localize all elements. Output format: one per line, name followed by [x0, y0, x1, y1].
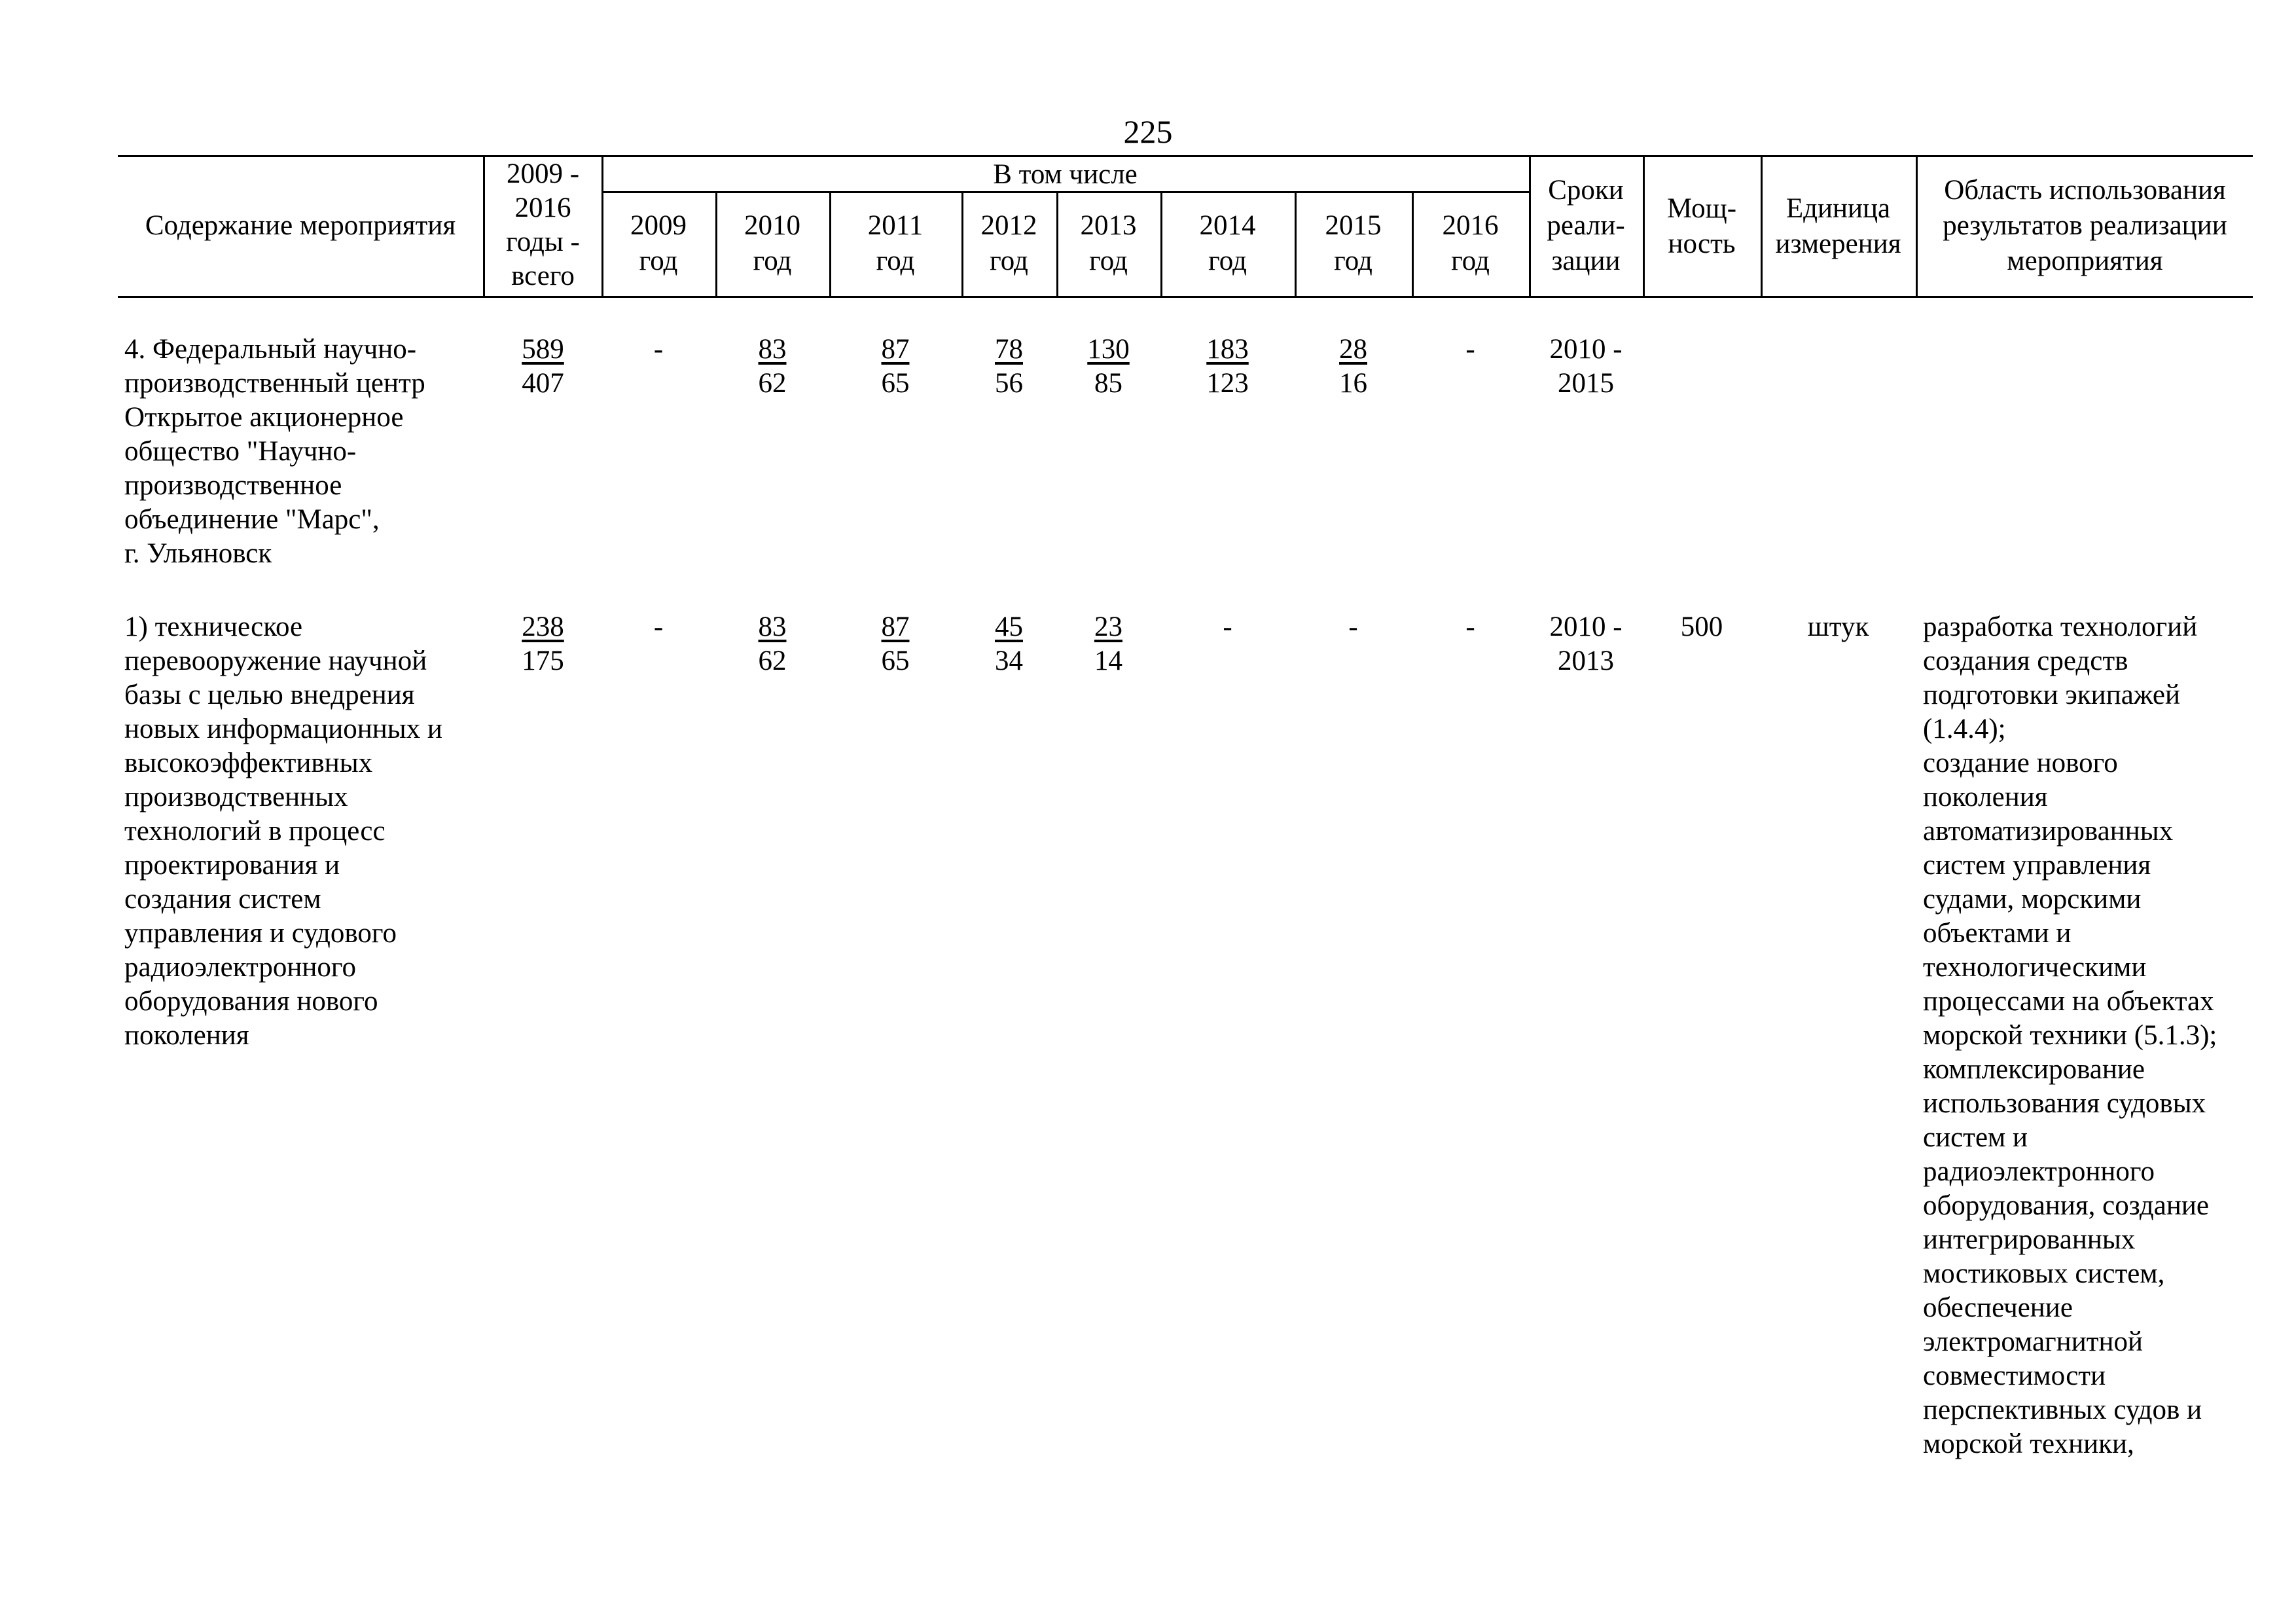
header-year-value: 2010 [744, 210, 800, 241]
header-year-word: год [753, 246, 792, 276]
row-year-2014 [1160, 333, 1295, 401]
row-total [484, 610, 601, 678]
row-capacity: 500 [1680, 611, 1723, 642]
header-area [1917, 173, 2253, 279]
row-year-line: - [1223, 611, 1232, 642]
header-year-word: год [876, 246, 915, 276]
header-capacity [1643, 191, 1761, 262]
row-year-line: 85 [1094, 368, 1122, 399]
row-year-line: 65 [881, 368, 910, 399]
header-year-2011 [829, 208, 961, 279]
header-bottom-rule [118, 296, 2253, 298]
row-year-2012 [961, 610, 1056, 678]
row-year-2014 [1160, 610, 1295, 644]
header-year-value: 2016 [1442, 210, 1499, 241]
header-area-line: результатов реализации [1943, 210, 2227, 241]
header-year-2013 [1056, 208, 1160, 279]
header-total [484, 157, 601, 293]
row-year-line: 56 [995, 368, 1023, 399]
row-year-2016 [1412, 610, 1529, 644]
header-terms-line: реали- [1547, 210, 1625, 241]
row-terms: 2010 - 2013 [1549, 611, 1623, 676]
header-total-line: 2016 [514, 192, 571, 223]
row-year-2015 [1295, 610, 1412, 644]
row-year-line: 83 [758, 334, 787, 365]
row-total-line: 407 [522, 368, 564, 399]
row-year-2013 [1056, 333, 1160, 401]
row-year-2016 [1412, 333, 1529, 367]
row-year-line: 14 [1094, 646, 1122, 676]
row-area: разработка технологий создания средств подготовки экипажей (1.4.4); создание нового поколения автоматизированных систем управления судами, морскими объектами и технологическими процессами на объектах морской техники (5.1.3); комплексирование использования судовых систем и радиоэлектронного оборудования, создание интегрированных мостиковых систем, обеспечение электромагнитной совместимости перспективных судов и морской техники, [1923, 611, 2217, 1459]
row-year-2012 [961, 333, 1056, 401]
header-year-word: год [1089, 246, 1128, 276]
row-year-line: 23 [1094, 611, 1122, 642]
header-year-word: год [1451, 246, 1490, 276]
row-year-line: 83 [758, 611, 787, 642]
row-year-2009 [601, 333, 715, 367]
header-unit-line: измерения [1775, 228, 1901, 259]
row-year-line: - [1465, 611, 1475, 642]
row-year-line: 87 [881, 611, 910, 642]
row-year-line: 183 [1206, 334, 1249, 365]
header-year-2015 [1295, 208, 1412, 279]
row-content: 4. Федеральный научно- производственный центр Открытое акционерное общество "Научно- производственное объединение "Марс", г. Ульяновск [124, 334, 425, 569]
row-year-line: - [1348, 611, 1358, 642]
header-year-2016 [1412, 208, 1529, 279]
row-year-line: 16 [1339, 368, 1367, 399]
header-year-value: 2011 [867, 210, 924, 241]
row-year-line: 62 [758, 646, 787, 676]
header-total-line: всего [511, 261, 575, 291]
row-year-2009 [601, 610, 715, 644]
row-year-2011 [829, 610, 961, 678]
row-unit: штук [1807, 611, 1869, 642]
header-year-word: год [1208, 246, 1247, 276]
header-capacity-line: ность [1668, 228, 1736, 259]
header-unit-line: Единица [1785, 193, 1891, 224]
header-year-value: 2012 [980, 210, 1037, 241]
row-year-2013 [1056, 610, 1160, 678]
header-terms-line: Сроки [1548, 175, 1624, 206]
header-year-2009 [601, 208, 715, 279]
header-terms-line: зации [1551, 246, 1621, 276]
row-year-line: 87 [881, 334, 910, 365]
row-year-line: - [1465, 334, 1475, 365]
header-year-2014 [1160, 208, 1295, 279]
row-year-line: 123 [1206, 368, 1249, 399]
header-year-2010 [715, 208, 829, 279]
row-year-2010 [715, 333, 829, 401]
header-unit [1761, 191, 1916, 262]
row-year-line: 78 [995, 334, 1023, 365]
row-total [484, 333, 601, 401]
header-year-word: год [639, 246, 678, 276]
header-year-word: год [990, 246, 1028, 276]
header-year-value: 2014 [1199, 210, 1256, 241]
page-number: 225 [1123, 113, 1173, 150]
row-year-line: 34 [995, 646, 1023, 676]
row-year-line: 45 [995, 611, 1023, 642]
row-year-line: 130 [1087, 334, 1130, 365]
header-year-value: 2015 [1325, 210, 1382, 241]
row-year-2011 [829, 333, 961, 401]
row-year-line: 62 [758, 368, 787, 399]
row-year-line: - [653, 611, 664, 642]
row-content: 1) техническое перевооружение научной базы с целью внедрения новых информационных и высокоэффективных производственных технологий в процесс проектирования и создания систем управления и судового радиоэлектронного оборудования нового поколения [124, 611, 442, 1051]
row-year-2010 [715, 610, 829, 678]
header-terms [1529, 173, 1643, 279]
header-content: Содержание мероприятия [145, 210, 456, 241]
row-year-line: 65 [881, 646, 910, 676]
header-total-line: годы - [506, 227, 580, 257]
row-total-line: 589 [522, 334, 564, 365]
header-capacity-line: Мощ- [1666, 193, 1737, 224]
header-area-line: Область использования [1944, 175, 2226, 206]
header-year-value: 2013 [1080, 210, 1137, 241]
row-total-line: 175 [522, 646, 564, 676]
row-year-line: 28 [1339, 334, 1367, 365]
row-year-2015 [1295, 333, 1412, 401]
header-including: В том числе [993, 159, 1138, 190]
header-year-value: 2009 [630, 210, 687, 241]
header-total-line: 2009 - [506, 158, 580, 189]
row-year-line: - [653, 334, 664, 365]
header-year-2012 [961, 208, 1056, 279]
header-area-line: мероприятия [2007, 246, 2163, 276]
row-total-line: 238 [522, 611, 564, 642]
row-terms: 2010 - 2015 [1549, 334, 1623, 399]
header-year-word: год [1334, 246, 1372, 276]
